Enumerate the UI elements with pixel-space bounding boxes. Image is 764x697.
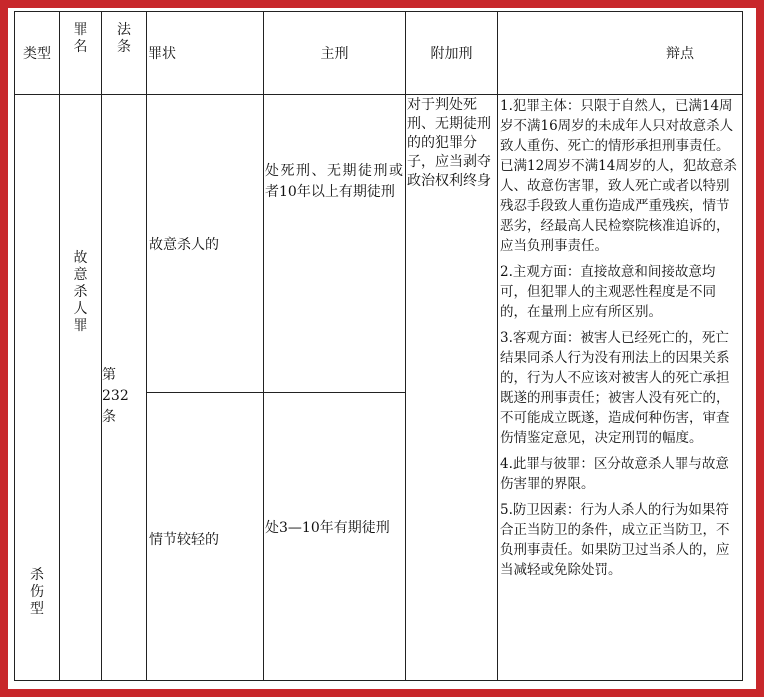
- circumstance-minor: 情节较轻的: [147, 393, 264, 681]
- type-cell: [15, 95, 60, 681]
- crime-name-cell: [60, 95, 102, 681]
- principal-penalty-2: 处3—10年有期徒刑: [264, 393, 406, 681]
- header-additional-penalty: 附加刑: [406, 12, 498, 95]
- law-article-suffix: 条: [102, 409, 116, 425]
- header-crime-name-text: 罪名: [73, 22, 88, 55]
- law-article-number: 232: [102, 388, 129, 404]
- header-principal-penalty: 主刑: [264, 12, 406, 95]
- data-row-1: [15, 95, 743, 393]
- additional-penalty-cell: 对于判处死刑、无期徒刑的的犯罪分子，应当剥夺政治权利终身: [406, 95, 498, 681]
- document-sheet: [14, 11, 742, 681]
- header-row: [15, 12, 743, 95]
- crime-name-text: 故意杀人罪: [73, 250, 88, 334]
- type-text: 杀伤型: [30, 567, 44, 617]
- header-circumstance: 罪状: [147, 12, 264, 95]
- key-point-1: 1.犯罪主体：只限于自然人，已满14周岁不满16周岁的未成年人只对故意杀人致人重伤、死亡的情形承担刑事责任。已满12周岁不满14周岁的人，犯故意杀人、故意伤害罪，致人死亡或者以特别残忍手段致人重伤造成严重残疾，情节恶劣，经最高人民检察院核准追诉的，应当负刑事责任。: [500, 98, 737, 254]
- crime-table: [14, 11, 743, 681]
- header-law-article-text: 法条: [117, 22, 131, 55]
- key-point-5: 5.防卫因素：行为人杀人的行为如果符合正当防卫的条件，成立正当防卫，不负刑事责任。如果防卫过当杀人的，应当减轻或免除处罚。: [500, 502, 730, 578]
- law-article-cell: [102, 95, 147, 681]
- key-point-4: 4.此罪与彼罪：区分故意杀人罪与故意伤害罪的界限。: [500, 456, 729, 492]
- header-law-article: [102, 12, 147, 95]
- circumstance-intentional-homicide: 故意杀人的: [147, 95, 264, 393]
- key-point-3: 3.客观方面：被害人已经死亡的，死亡结果同杀人行为没有刑法上的因果关系的，行为人不应该对被害人的死亡承担既遂的刑事责任；被害人没有死亡的，不可能成立既遂，造成何种伤害，审查伤情鉴定意见，决定刑罚的幅度。: [500, 330, 730, 446]
- key-point-2: 2.主观方面：直接故意和间接故意均可，但犯罪人的主观恶性程度是不同的，在量刑上应有所区别。: [500, 264, 716, 320]
- header-type: 类型: [15, 12, 60, 95]
- law-article-prefix: 第: [102, 367, 116, 383]
- header-key-points: 辩点: [498, 12, 743, 95]
- key-points-cell: [498, 95, 743, 681]
- principal-penalty-1: 处死刑、无期徒刑或者10年以上有期徒刑: [264, 95, 406, 393]
- header-crime-name: [60, 12, 102, 95]
